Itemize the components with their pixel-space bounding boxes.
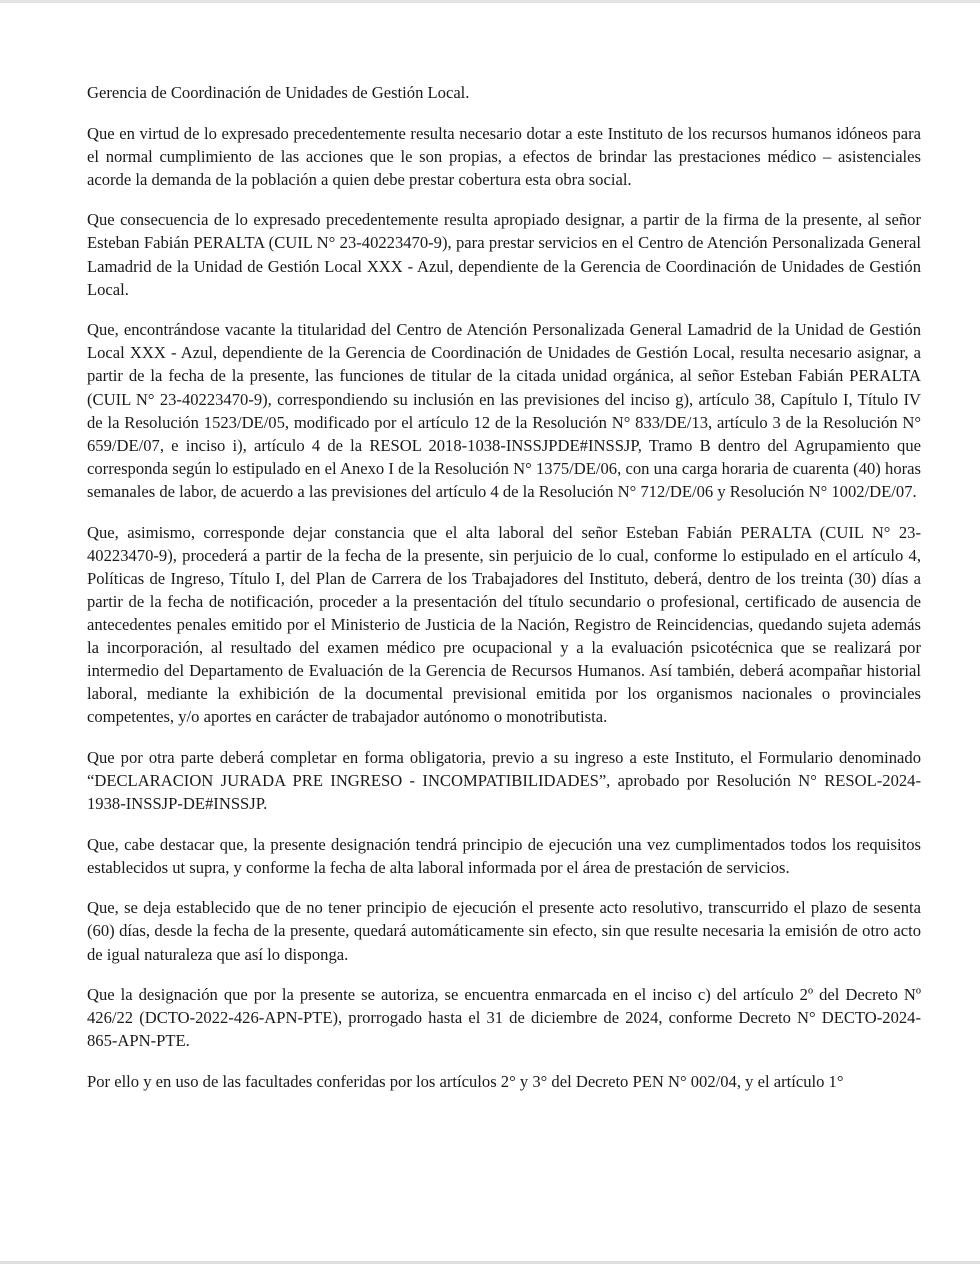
paragraph-designacion: Que consecuencia de lo expresado precedentemente resulta apropiado designar, a partir de la firma de la presente, al señor Esteban Fabián PERALTA (CUIL N° 23-40223470-9), para prestar servicios en el Centro de Atención Personalizada General Lamadrid de la Unidad de Gestión Local XXX - Azul, dependiente de la Gerencia de Coordinación de Unidades de Gestión Local. [87,210,921,299]
paragraph-recursos-humanos: Que en virtud de lo expresado precedentemente resulta necesario dotar a este Instituto de los recursos humanos idóneos para el normal cumplimiento de las acciones que le son propias, a efectos de brindar las prestaciones médico – asistenciales acorde la demanda de la población a quien debe prestar cobertura esta obra social. [87,123,921,189]
paragraph-alta-laboral: Que, asimismo, corresponde dejar constancia que el alta laboral del señor Esteban Fabián PERALTA (CUIL N° 23-40223470-9), procederá a partir de la fecha de la presente, sin perjuicio de lo cual, conforme lo estipulado en el artículo 4, Políticas de Ingreso, Título I, del Plan de Carrera de los Trabajadores del Instituto, deberá, dentro de los treinta (30) días a partir de la fecha de notificación, proceder a la presentación del título secundario o profesional, certificado de ausencia de antecedentes penales emitido por el Ministerio de Justicia de la Nación, Registro de Reincidencias, quedando sujeta además la incorporación, al resultado del examen médico pre ocupacional y a la evaluación psicotécnica que se realizará por intermedio del Departamento de Evaluación de la Gerencia de Recursos Humanos. Así también, deberá acompañar historial laboral, mediante la exhibición de la documental previsional emitida por los organismos nacionales o provinciales competentes, y/o aportes en carácter de trabajador autónomo o monotributista. [87,522,921,727]
paragraph-gerencia-line: Gerencia de Coordinación de Unidades de Gestión Local. [87,83,470,102]
paragraph-titularidad-vacante: Que, encontrándose vacante la titularidad del Centro de Atención Personalizada General Lamadrid de la Unidad de Gestión Local XXX - Azul, dependiente de la Gerencia de Coordinación de Unidades de Gestión Local, resulta necesario asignar, a partir de la fecha de la presente, las funciones de titular de la citada unidad orgánica, al señor Esteban Fabián PERALTA (CUIL N° 23-40223470-9), correspondiendo su inclusión en las previsiones del inciso g), artículo 38, Capítulo I, Título IV de la Resolución 1523/DE/05, modificado por el artículo 12 de la Resolución N° 833/DE/13, artículo 3 de la Resolución N° 659/DE/07, e inciso i), artículo 4 de la RESOL 2018-1038-INSSJPDE#INSSJP, Tramo B dentro del Agrupamiento que corresponda según lo estipulado en el Anexo I de la Resolución N° 1375/DE/06, con una carga horaria de cuarenta (40) horas semanales de labor, de acuerdo a las previsiones del artículo 4 de la Resolución N° 712/DE/06 y Resolución N° 1002/DE/07. [87,320,921,501]
paragraph-plazo-sesenta-dias: Que, se deja establecido que de no tener principio de ejecución el presente acto resolutivo, transcurrido el plazo de sesenta (60) días, desde la fecha de la presente, quedará automáticamente sin efecto, sin que resulte necesaria la emisión de otro acto de igual naturaleza que así lo disponga. [87,898,921,964]
paragraph-por-ello: Por ello y en uso de las facultades conferidas por los artículos 2° y 3° del Decreto PEN N° 002/04, y el artículo 1° [87,1071,844,1091]
paragraph-principio-ejecucion: Que, cabe destacar que, la presente designación tendrá principio de ejecución una vez cumplimentados todos los requisitos establecidos ut supra, y conforme la fecha de alta laboral informada por el área de prestación de servicios. [87,834,921,877]
paragraph-decreto-enmarcada: Que la designación que por la presente se autoriza, se encuentra enmarcada en el inciso c) del artículo 2º del Decreto Nº 426/22 (DCTO-2022-426-APN-PTE), prorrogado hasta el 31 de diciembre de 2024, conforme Decreto N° DECTO-2024-865-APN-PTE. [87,985,921,1051]
document-body [87,81,921,1110]
paragraph-declaracion-jurada: Que por otra parte deberá completar en forma obligatoria, previo a su ingreso a este Instituto, el Formulario denominado “DECLARACION JURADA PRE INGRESO - INCOMPATIBILIDADES”, aprobado por Resolución N° RESOL-2024-1938-INSSJP-DE#INSSJP. [87,747,921,814]
